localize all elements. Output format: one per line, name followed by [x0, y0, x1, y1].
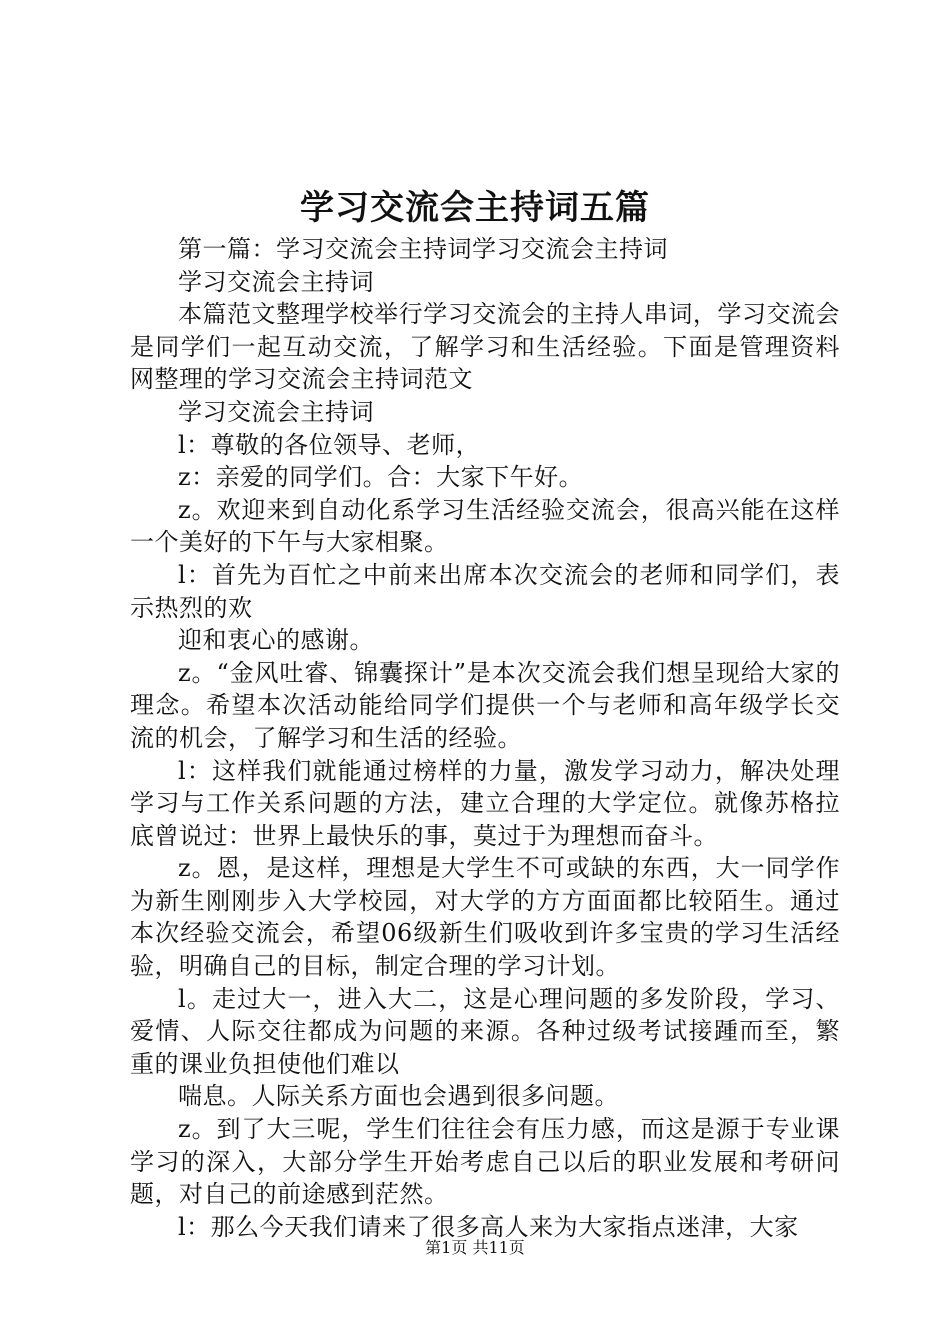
- paragraph: z：亲爱的同学们。合：大家下午好。: [178, 463, 584, 492]
- paragraph: l。走过大一，进入大二，这是心理问题的多发阶段，学习、爱情、人际交往都成为问题的来源。各种过级考试接踵而至，繁重的课业负担使他们难以: [130, 984, 840, 1078]
- paragraph: z。“金风吐睿、锦囊探计”是本次交流会我们想呈现给大家的理念。希望本次活动能给同学们提供一个与老师和高年级学长交流的机会，了解学习和生活的经验。: [130, 658, 840, 752]
- document-title: 学习交流会主持词五篇: [300, 188, 650, 228]
- paragraph: 学习交流会主持词: [178, 397, 374, 426]
- page-footer: 第1页 共11页: [425, 1238, 525, 1257]
- paragraph: z。欢迎来到自动化系学习生活经验交流会，很高兴能在这样一个美好的下午与大家相聚。: [130, 495, 840, 557]
- paragraph: 本篇范文整理学校举行学习交流会的主持人串词，学习交流会是同学们一起互动交流，了解学习和生活经验。下面是管理资料网整理的学习交流会主持词范文: [130, 300, 840, 394]
- document-body: [130, 233, 840, 1243]
- paragraph: l：那么今天我们请来了很多高人来为大家指点迷津，大家: [178, 1212, 799, 1241]
- paragraph: z。恩，是这样，理想是大学生不可或缺的东西，大一同学作为新生刚刚步入大学校园，对大学的方方面面都比较陌生。通过本次经验交流会，希望06级新生们吸收到许多宝贵的学习生活经验，明确自己的目标，制定合理的学习计划。: [130, 854, 840, 981]
- paragraph: 喘息。人际关系方面也会遇到很多问题。: [178, 1082, 619, 1111]
- paragraph: 迎和衷心的感谢。: [178, 626, 374, 655]
- paragraph: l：这样我们就能通过榜样的力量，激发学习动力，解决处理学习与工作关系问题的方法，建立合理的大学定位。就像苏格拉底曾说过：世界上最快乐的事，莫过于为理想而奋斗。: [130, 756, 840, 850]
- paragraph: l：首先为百忙之中前来出席本次交流会的老师和同学们，表示热烈的欢: [130, 560, 840, 622]
- paragraph: 学习交流会主持词: [178, 267, 374, 296]
- paragraph: 第一篇：学习交流会主持词学习交流会主持词: [178, 235, 668, 263]
- paragraph: l：尊敬的各位领导、老师，: [178, 430, 481, 459]
- paragraph: z。到了大三呢，学生们往往会有压力感，而这是源于专业课学习的深入，大部分学生开始考虑自己以后的职业发展和考研问题，对自己的前途感到茫然。: [130, 1115, 840, 1209]
